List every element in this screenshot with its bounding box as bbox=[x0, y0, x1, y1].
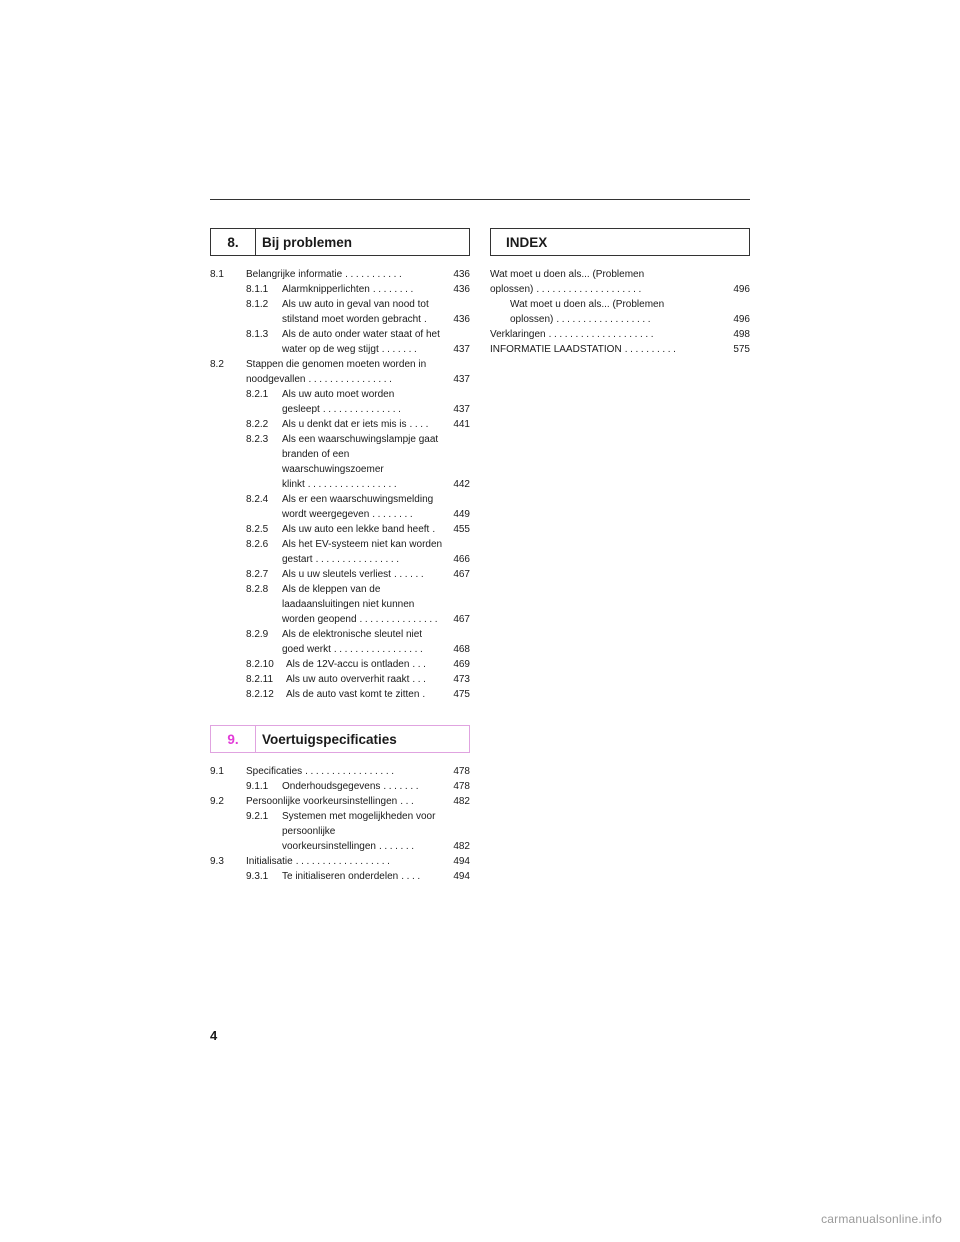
toc-entry-title: Alarmknipperlichten bbox=[282, 284, 370, 295]
toc-leader-dots: ........... bbox=[345, 269, 405, 280]
toc-entry[interactable] bbox=[210, 657, 470, 672]
toc-entry-page: 441 bbox=[453, 419, 470, 430]
toc-entry[interactable] bbox=[210, 492, 470, 522]
toc-leader-dots: .................... bbox=[548, 329, 657, 340]
toc-entry-page: 436 bbox=[453, 269, 470, 280]
toc-entry-number: 8.2.10 bbox=[246, 659, 274, 670]
toc-entry-title: Als u denkt dat er iets mis is bbox=[282, 419, 407, 430]
toc-entry[interactable] bbox=[210, 282, 470, 297]
toc-entry[interactable] bbox=[210, 297, 470, 327]
toc-entry-page: 475 bbox=[453, 689, 470, 700]
toc-entry-page: 494 bbox=[453, 856, 470, 867]
toc-leader-dots: .................. bbox=[295, 856, 393, 867]
toc-entry-page: 449 bbox=[453, 509, 470, 520]
toc-entry-title: Onderhoudsgegevens bbox=[282, 781, 381, 792]
toc-entry-page: 442 bbox=[453, 479, 470, 490]
toc-entry-number: 8.1 bbox=[210, 269, 224, 280]
toc-entry[interactable] bbox=[210, 327, 470, 357]
toc-entry-page: 478 bbox=[453, 766, 470, 777]
toc-leader-dots: ... bbox=[400, 796, 417, 807]
toc-entry-number: 9.3 bbox=[210, 856, 224, 867]
toc-leader-dots: ................ bbox=[308, 374, 395, 385]
toc-entry[interactable] bbox=[490, 267, 750, 297]
toc-leader-dots: ....... bbox=[378, 841, 417, 852]
toc-leader-dots: . bbox=[432, 524, 438, 535]
toc-entry[interactable] bbox=[210, 387, 470, 417]
section-8-number: 8. bbox=[211, 229, 256, 255]
toc-entry[interactable] bbox=[210, 357, 470, 387]
toc-entry-title: Als de auto onder water staat of het water op de weg stijgt bbox=[282, 329, 440, 355]
toc-leader-dots: .................... bbox=[536, 284, 644, 295]
toc-leader-dots: ........ bbox=[372, 509, 416, 520]
section-9-header bbox=[210, 725, 470, 753]
toc-entry-number: 8.1.2 bbox=[246, 299, 269, 310]
toc-entry-title: INFORMATIE LAADSTATION bbox=[490, 344, 622, 355]
toc-entry-title: Als de 12V-accu is ontladen bbox=[286, 659, 410, 670]
left-column bbox=[210, 228, 470, 884]
toc-leader-dots: . bbox=[423, 314, 430, 325]
toc-entry[interactable] bbox=[210, 779, 470, 794]
toc-entry-number: 9.1 bbox=[210, 766, 224, 777]
toc-leader-dots: ....... bbox=[381, 344, 420, 355]
toc-entry-page: 498 bbox=[733, 329, 750, 340]
toc-entry-number: 8.2.11 bbox=[246, 674, 274, 685]
toc-leader-dots: ............... bbox=[359, 614, 441, 625]
toc-entry-number: 8.2.8 bbox=[246, 584, 269, 595]
toc-entry-title: Specificaties bbox=[246, 766, 303, 777]
toc-entry[interactable] bbox=[490, 342, 750, 357]
toc-entry-title: Wat moet u doen als... (Problemen oplossen) bbox=[510, 299, 665, 325]
toc-entry-number: 8.2.7 bbox=[246, 569, 269, 580]
toc-entry-title: Initialisatie bbox=[246, 856, 293, 867]
toc-entry-title: Belangrijke informatie bbox=[246, 269, 343, 280]
toc-entry-title: Als het EV-systeem niet kan worden gestart bbox=[282, 539, 443, 565]
toc-entry-page: 473 bbox=[453, 674, 470, 685]
right-column bbox=[490, 228, 750, 357]
toc-leader-dots: ....... bbox=[383, 781, 422, 792]
toc-entry[interactable] bbox=[210, 417, 470, 432]
toc-entry-page: 437 bbox=[453, 404, 470, 415]
toc-entry-title: Als uw auto een lekke band heeft bbox=[282, 524, 430, 535]
section-8-title: Bij problemen bbox=[262, 234, 353, 250]
toc-entry-page: 575 bbox=[733, 344, 750, 355]
section-9-number: 9. bbox=[211, 726, 256, 752]
toc-leader-dots: ...... bbox=[393, 569, 427, 580]
toc-entry-title: Als uw auto oververhit raakt bbox=[286, 674, 410, 685]
toc-entry-page: 437 bbox=[453, 374, 470, 385]
toc-entry-title: Systemen met mogelijkheden voor persoonlijke voorkeursinstellingen bbox=[282, 811, 436, 852]
toc-entry-title: Als u uw sleutels verliest bbox=[282, 569, 391, 580]
toc-leader-dots: ............... bbox=[322, 404, 404, 415]
toc-entry[interactable] bbox=[210, 854, 470, 869]
toc-entry-title: Als uw auto in geval van nood tot stilstand moet worden gebracht bbox=[282, 299, 429, 325]
toc-leader-dots: .... bbox=[401, 871, 423, 882]
toc-leader-dots: ................. bbox=[333, 644, 426, 655]
toc-entry[interactable] bbox=[210, 764, 470, 779]
toc-entry[interactable] bbox=[490, 327, 750, 342]
toc-entry[interactable] bbox=[210, 537, 470, 567]
toc-entry-title: Als een waarschuwingslampje gaat branden of een waarschuwingszoemer klinkt bbox=[282, 434, 439, 490]
toc-entry-title: Als de elektronische sleutel niet goed werkt bbox=[282, 629, 423, 655]
toc-leader-dots: .................. bbox=[556, 314, 654, 325]
toc-entry-number: 8.2 bbox=[210, 359, 224, 370]
toc-entry[interactable] bbox=[490, 297, 750, 327]
index-header bbox=[490, 228, 750, 256]
toc-entry-title: Stappen die genomen moeten worden in noodgevallen bbox=[246, 359, 427, 385]
toc-entry[interactable] bbox=[210, 522, 470, 537]
toc-entry-page: 468 bbox=[453, 644, 470, 655]
toc-leader-dots: ... bbox=[412, 674, 429, 685]
toc-entry-page: 478 bbox=[453, 781, 470, 792]
page-number: 4 bbox=[210, 1028, 218, 1043]
toc-entry-number: 8.2.4 bbox=[246, 494, 269, 505]
section-8-toc bbox=[210, 267, 470, 702]
watermark: carmanualsonline.info bbox=[821, 1212, 942, 1226]
toc-entry-page: 496 bbox=[733, 284, 750, 295]
toc-entry-title: Te initialiseren onderdelen bbox=[282, 871, 399, 882]
toc-entry-title: Als er een waarschuwingsmelding wordt weergegeven bbox=[282, 494, 434, 520]
index-title: INDEX bbox=[506, 234, 548, 250]
toc-entry[interactable] bbox=[210, 687, 470, 702]
toc-entry-page: 496 bbox=[733, 314, 750, 325]
toc-entry-number: 8.1.1 bbox=[246, 284, 269, 295]
toc-entry-page: 482 bbox=[453, 841, 470, 852]
toc-entry-page: 437 bbox=[453, 344, 470, 355]
toc-entry-title: Wat moet u doen als... (Problemen oplossen) bbox=[490, 269, 645, 295]
toc-entry[interactable] bbox=[210, 627, 470, 657]
toc-entry-page: 482 bbox=[453, 796, 470, 807]
toc-entry[interactable] bbox=[210, 809, 470, 854]
toc-leader-dots: ........ bbox=[372, 284, 416, 295]
toc-entry-title: Als uw auto moet worden gesleept bbox=[282, 389, 395, 415]
toc-entry[interactable] bbox=[210, 869, 470, 884]
toc-entry[interactable] bbox=[210, 432, 470, 492]
toc-entry-title: Als de auto vast komt te zitten bbox=[286, 689, 420, 700]
toc-leader-dots: . bbox=[422, 689, 428, 700]
toc-entry-page: 494 bbox=[453, 871, 470, 882]
toc-entry-number: 8.1.3 bbox=[246, 329, 269, 340]
toc-entry-number: 9.2 bbox=[210, 796, 224, 807]
toc-entry[interactable] bbox=[210, 567, 470, 582]
toc-entry-page: 467 bbox=[453, 614, 470, 625]
index-toc bbox=[490, 267, 750, 357]
toc-entry-number: 8.2.1 bbox=[246, 389, 269, 400]
toc-leader-dots: ................. bbox=[307, 479, 400, 490]
toc-leader-dots: ................ bbox=[315, 554, 402, 565]
toc-entry-title: Als de kleppen van de laadaansluitingen niet kunnen worden geopend bbox=[282, 584, 415, 625]
toc-entry-title: Persoonlijke voorkeursinstellingen bbox=[246, 796, 398, 807]
toc-entry[interactable] bbox=[210, 267, 470, 282]
toc-entry-number: 8.2.3 bbox=[246, 434, 269, 445]
section-9-title: Voertuigspecificaties bbox=[262, 731, 397, 747]
toc-entry-page: 436 bbox=[453, 314, 470, 325]
toc-entry-number: 8.2.2 bbox=[246, 419, 269, 430]
toc-leader-dots: .......... bbox=[624, 344, 679, 355]
toc-entry-number: 8.2.9 bbox=[246, 629, 269, 640]
toc-entry[interactable] bbox=[210, 672, 470, 687]
toc-entry-number: 8.2.12 bbox=[246, 689, 274, 700]
toc-leader-dots: .... bbox=[409, 419, 432, 430]
toc-entry-page: 455 bbox=[453, 524, 470, 535]
toc-entry-title: Verklaringen bbox=[490, 329, 546, 340]
toc-entry-number: 9.1.1 bbox=[246, 781, 269, 792]
toc-entry-number: 8.2.5 bbox=[246, 524, 269, 535]
top-rule bbox=[210, 199, 750, 200]
toc-entry-page: 436 bbox=[453, 284, 470, 295]
toc-leader-dots: ... bbox=[412, 659, 429, 670]
toc-entry-page: 469 bbox=[453, 659, 470, 670]
section-8-header bbox=[210, 228, 470, 256]
toc-entry-page: 467 bbox=[453, 569, 470, 580]
toc-entry-number: 9.2.1 bbox=[246, 811, 269, 822]
section-9-toc bbox=[210, 764, 470, 884]
toc-entry[interactable] bbox=[210, 794, 470, 809]
toc-entry-number: 9.3.1 bbox=[246, 871, 269, 882]
toc-entry-number: 8.2.6 bbox=[246, 539, 269, 550]
toc-entry[interactable] bbox=[210, 582, 470, 627]
toc-leader-dots: ................. bbox=[305, 766, 397, 777]
toc-entry-page: 466 bbox=[453, 554, 470, 565]
